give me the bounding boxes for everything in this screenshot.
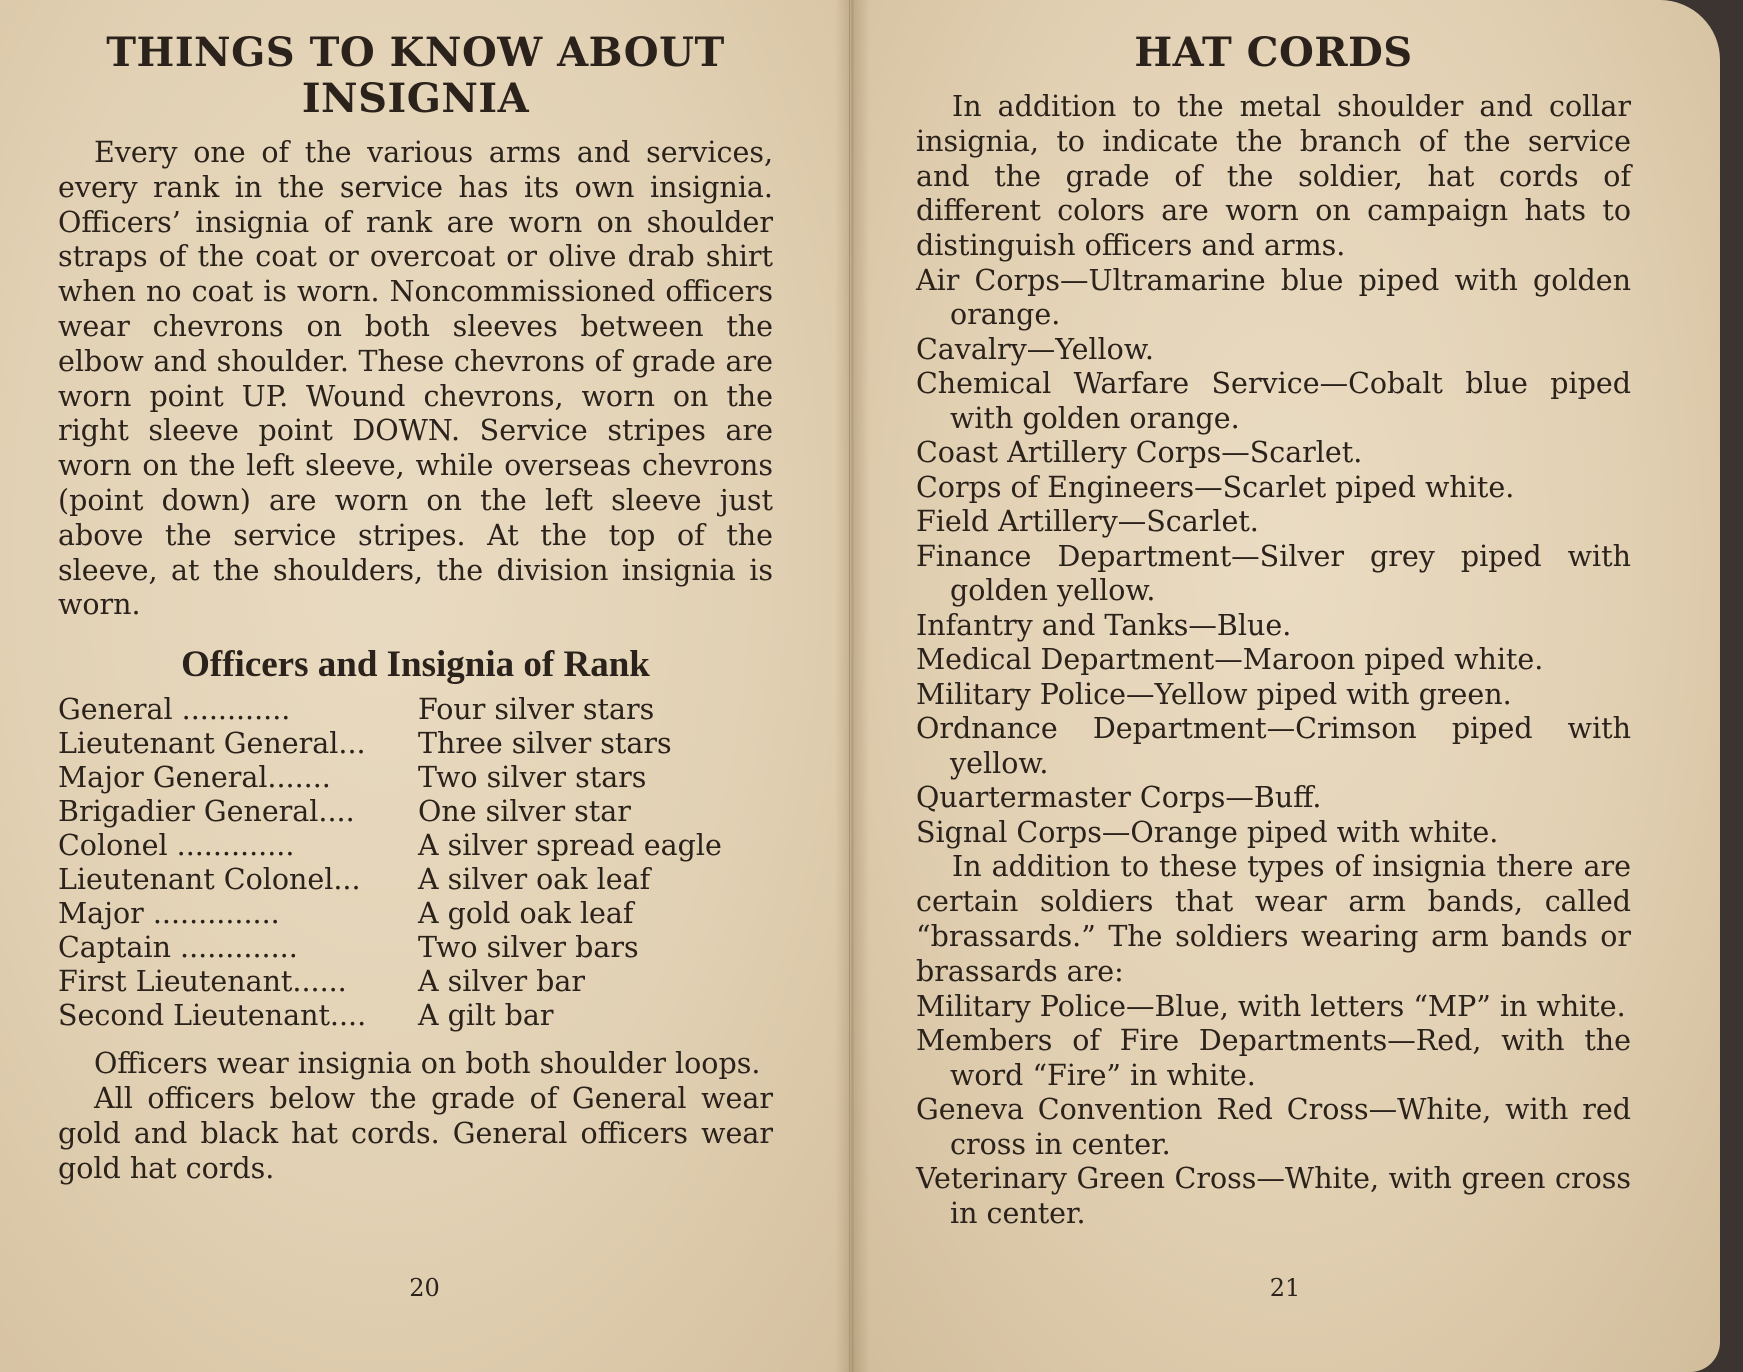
right-page-content [916,30,1631,1231]
rank-row [58,931,773,965]
rank-name: First Lieutenant...... [58,965,347,999]
hat-cord-entry: Quartermaster Corps—Buff. [916,781,1322,815]
rank-insignia: A silver oak leaf [418,863,651,897]
rank-row [58,999,773,1033]
rank-insignia: A gilt bar [418,999,554,1033]
rank-insignia: A silver spread eagle [418,829,722,863]
hat-cords-officers-note: All officers below the grade of General wear gold and black hat cords. General officers wear gold hat cords. [58,1081,773,1185]
hat-cord-entry: Air Corps—Ultramarine blue piped with golden orange. [916,263,1631,332]
book-gutter [835,0,870,1372]
shoulder-loops-note: Officers wear insignia on both shoulder loops. [94,1047,761,1081]
rank-insignia: A silver bar [418,965,586,999]
rank-row [58,727,773,761]
right-page-title: HAT CORDS [1134,29,1413,76]
brassard-entry: Military Police—Blue, with letters “MP” in white. [916,989,1626,1023]
rank-row [58,829,773,863]
right-page [850,0,1720,1372]
brassard-entry: Members of Fire Departments—Red, with the word “Fire” in white. [916,1024,1631,1092]
left-page-number: 20 [409,1274,440,1302]
rank-insignia: A gold oak leaf [418,897,634,931]
hat-cord-entry: Medical Department—Maroon piped white. [916,643,1544,677]
brassard-intro-paragraph: In addition to these types of insignia there are certain soldiers that wear arm bands, called “brassards.” The soldiers wearing arm bands or brassards are: [916,850,1631,988]
rank-row [58,897,773,931]
rank-insignia: One silver star [418,795,631,829]
rank-row [58,761,773,795]
hat-cord-entry: Finance Department—Silver grey piped with golden yellow. [916,539,1631,608]
rank-name: General ............ [58,693,291,727]
hat-cord-entry: Ordnance Department—Crimson piped with yellow. [916,712,1631,780]
insignia-intro-paragraph: Every one of the various arms and services, every rank in the service has its own insignia. Officers’ insignia of rank are worn on shoulder straps of the coat or overcoat or olive drab shirt when no coat is worn. Noncommissioned officers wear chevrons on both sleeves between the elbow and shoulder. These chevrons of grade are worn point UP. Wound chevrons, worn on the right sleeve point DOWN. Service stripes are worn on the left sleeve, while overseas chevrons (point down) are worn on the left sleeve just above the service stripes. At the top of the sleeve, at the shoulders, the division insignia is worn. [58,136,773,622]
right-page-number: 21 [1269,1274,1301,1302]
ranks-subheading: Officers and Insignia of Rank [181,644,650,686]
left-page-title [58,30,773,122]
rank-name: Lieutenant General... [58,727,366,761]
rank-row [58,693,773,727]
left-title-line-2: INSIGNIA [301,75,530,122]
rank-name: Colonel ............. [58,829,295,863]
hat-cord-list [916,264,1631,851]
rank-name: Major General....... [58,761,331,795]
hat-cord-entry: Cavalry—Yellow. [916,332,1154,366]
hat-cord-entry: Corps of Engineers—Scarlet piped white. [916,470,1515,504]
rank-insignia: Two silver bars [418,931,639,965]
hat-cord-entry: Military Police—Yellow piped with green. [916,677,1512,711]
rank-name: Major .............. [58,897,280,931]
hat-cord-entry: Coast Artillery Corps—Scarlet. [916,436,1363,470]
rank-insignia: Four silver stars [418,693,655,727]
left-title-line-1: THINGS TO KNOW ABOUT [106,29,725,76]
hat-cord-entry: Chemical Warfare Service—Cobalt blue piped with golden orange. [916,367,1631,435]
brassard-entry: Geneva Convention Red Cross—White, with red cross in center. [916,1093,1631,1161]
rank-row [58,863,773,897]
hat-cords-intro-paragraph: In addition to the metal shoulder and collar insignia, to indicate the branch of the service and the grade of the soldier, hat cords of different colors are worn on campaign hats to distinguish officers and arms. [916,90,1631,263]
left-page-content [58,30,773,1186]
rank-row [58,795,773,829]
rank-name: Brigadier General.... [58,795,355,829]
rank-name: Captain ............. [58,931,298,965]
hat-cord-entry: Infantry and Tanks—Blue. [916,608,1292,642]
rank-name: Second Lieutenant.... [58,999,367,1033]
brassard-list [916,990,1631,1232]
rank-row [58,965,773,999]
rank-insignia: Three silver stars [418,727,672,761]
rank-name: Lieutenant Colonel... [58,863,361,897]
rank-insignia: Two silver stars [418,761,647,795]
rank-insignia-table [58,693,773,1033]
hat-cord-entry: Field Artillery—Scarlet. [916,505,1259,539]
brassard-entry: Veterinary Green Cross—White, with green cross in center. [916,1162,1631,1230]
left-page [0,0,850,1372]
hat-cord-entry: Signal Corps—Orange piped with white. [916,815,1499,849]
